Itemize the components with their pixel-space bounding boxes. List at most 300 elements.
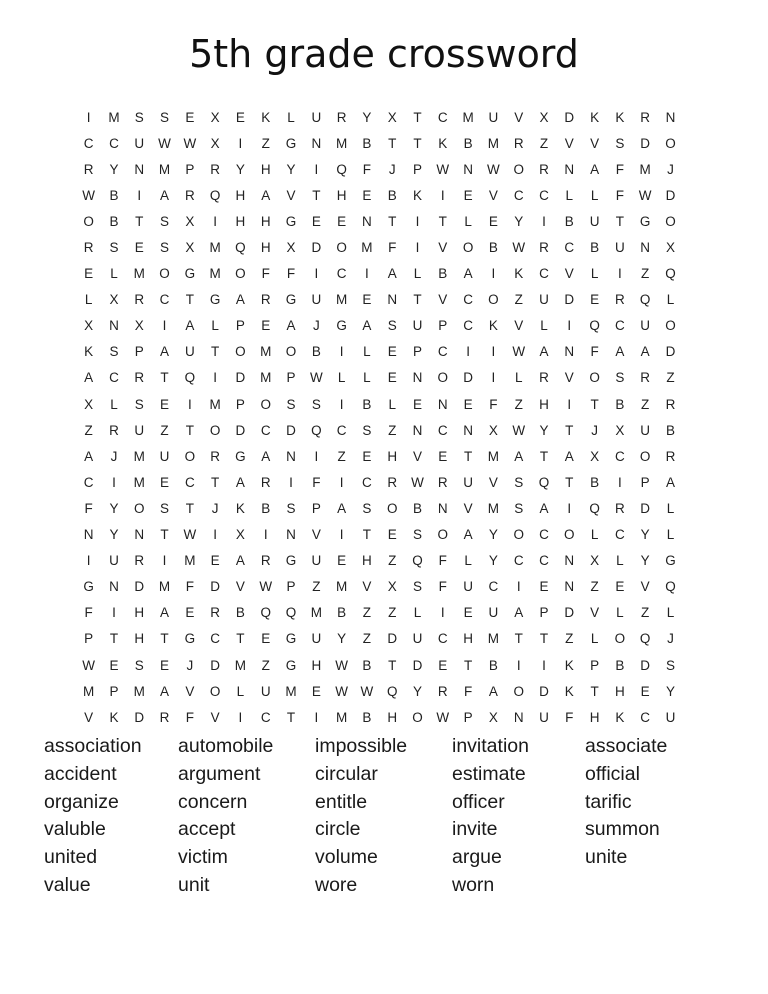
grid-letter: H xyxy=(539,396,549,412)
grid-letter: Y xyxy=(362,109,372,125)
word-list-item: wore xyxy=(315,873,358,896)
grid-letter: M xyxy=(133,266,145,282)
grid-letter: V xyxy=(488,187,498,203)
grid-letter: A xyxy=(160,683,170,699)
grid-letter: R xyxy=(134,292,145,308)
grid-letter: U xyxy=(589,213,600,229)
grid-letter: O xyxy=(437,527,449,543)
grid-letter: E xyxy=(463,605,473,621)
grid-letter: W xyxy=(436,161,450,177)
grid-letter: W xyxy=(309,370,323,386)
grid-letter: L xyxy=(84,292,93,308)
grid-letter: T xyxy=(185,500,194,516)
grid-letter: L xyxy=(590,527,599,543)
grid-letter: R xyxy=(260,292,271,308)
grid-letter: C xyxy=(437,109,448,125)
grid-letter: E xyxy=(235,109,245,125)
word-list-item: accident xyxy=(44,762,117,785)
grid-letter: X xyxy=(84,318,94,334)
grid-letter: C xyxy=(336,266,347,282)
grid-letter: V xyxy=(311,527,321,543)
grid-letter: N xyxy=(564,344,575,360)
grid-letter: X xyxy=(488,422,498,438)
grid-letter: V xyxy=(640,579,650,595)
grid-letter: V xyxy=(438,240,448,256)
grid-letter: U xyxy=(488,109,499,125)
grid-letter: F xyxy=(438,579,447,595)
grid-letter: M xyxy=(335,709,348,725)
grid-letter: A xyxy=(590,161,600,177)
grid-letter: Y xyxy=(640,553,650,569)
grid-letter: X xyxy=(185,240,195,256)
grid-letter: H xyxy=(134,631,145,647)
grid-letter: G xyxy=(285,631,297,647)
grid-letter: I xyxy=(112,474,116,490)
grid-letter: C xyxy=(539,187,549,203)
grid-letter: U xyxy=(109,553,119,569)
grid-letter: F xyxy=(615,161,624,177)
page-title: 5th grade crossword xyxy=(189,32,579,76)
grid-letter: T xyxy=(388,657,397,673)
grid-letter: I xyxy=(516,657,521,673)
grid-letter: S xyxy=(134,109,144,125)
grid-letter: P xyxy=(185,161,195,177)
grid-letter: P xyxy=(84,631,94,647)
grid-letter: D xyxy=(387,631,398,647)
grid-letter: O xyxy=(437,370,449,386)
grid-letter: L xyxy=(287,109,295,125)
grid-letter: B xyxy=(590,240,600,256)
grid-letter: H xyxy=(260,240,271,256)
grid-letter: K xyxy=(615,109,625,125)
grid-letter: Y xyxy=(109,500,119,516)
grid-letter: D xyxy=(210,579,220,595)
grid-letter: D xyxy=(539,683,549,699)
grid-letter: W xyxy=(158,135,171,151)
grid-letter: C xyxy=(513,553,524,569)
grid-letter: A xyxy=(615,344,625,360)
grid-letter: H xyxy=(311,657,322,673)
grid-letter: I xyxy=(86,109,91,125)
grid-letter: I xyxy=(162,553,167,569)
grid-letter: L xyxy=(616,605,624,621)
grid-letter: G xyxy=(184,266,196,282)
word-list-item: officer xyxy=(452,790,505,813)
grid-letter: V xyxy=(488,474,498,490)
grid-letter: B xyxy=(362,709,372,725)
grid-letter: I xyxy=(339,527,344,543)
grid-letter: Y xyxy=(539,422,549,438)
grid-letter: H xyxy=(235,187,246,203)
grid-letter: D xyxy=(564,605,575,621)
grid-letter: L xyxy=(363,344,371,360)
grid-letter: A xyxy=(235,474,245,490)
grid-letter: P xyxy=(539,605,549,621)
grid-letter: E xyxy=(261,631,271,647)
grid-letter: O xyxy=(564,527,575,543)
grid-letter: N xyxy=(564,553,575,569)
grid-letter: J xyxy=(667,161,674,177)
grid-letter: O xyxy=(159,266,170,282)
grid-letter: A xyxy=(640,344,650,360)
grid-letter: M xyxy=(133,474,145,490)
grid-letter: Q xyxy=(589,318,600,334)
grid-letter: O xyxy=(513,683,524,699)
grid-letter: E xyxy=(387,527,397,543)
grid-letter: D xyxy=(665,344,676,360)
grid-letter: G xyxy=(639,213,651,229)
grid-letter: S xyxy=(387,318,397,334)
grid-letter: M xyxy=(639,161,651,177)
grid-letter: S xyxy=(413,527,423,543)
grid-letter: F xyxy=(185,709,194,725)
grid-letter: P xyxy=(413,344,423,360)
grid-letter: W xyxy=(259,579,273,595)
grid-letter: Z xyxy=(362,605,372,621)
word-list-item: argument xyxy=(178,762,261,785)
grid-letter: E xyxy=(463,396,473,412)
grid-letter: V xyxy=(286,187,296,203)
grid-letter: C xyxy=(83,474,94,490)
grid-letter: M xyxy=(310,605,322,621)
grid-letter: C xyxy=(513,187,524,203)
grid-letter: F xyxy=(84,500,93,516)
grid-letter: W xyxy=(638,187,652,203)
grid-letter: T xyxy=(565,422,574,438)
grid-letter: R xyxy=(539,240,549,256)
grid-letter: M xyxy=(487,631,500,647)
grid-letter: S xyxy=(615,135,625,151)
grid-letter: S xyxy=(286,500,296,516)
grid-letter: Q xyxy=(209,187,221,203)
grid-letter: I xyxy=(289,474,293,490)
grid-letter: I xyxy=(466,344,470,360)
grid-letter: O xyxy=(589,370,600,386)
grid-letter: U xyxy=(640,422,651,438)
grid-letter: V xyxy=(463,500,473,516)
grid-letter: R xyxy=(210,161,220,177)
grid-letter: Q xyxy=(285,605,297,621)
grid-letter: E xyxy=(387,370,397,386)
word-list-item: circle xyxy=(315,818,361,841)
grid-letter: Z xyxy=(666,370,675,386)
grid-letter: M xyxy=(133,683,145,699)
grid-letter: N xyxy=(134,527,145,543)
grid-letter: T xyxy=(160,370,169,386)
grid-letter: E xyxy=(261,318,271,334)
grid-letter: H xyxy=(362,553,372,569)
word-list-item: circular xyxy=(315,762,378,785)
grid-letter: C xyxy=(564,240,575,256)
grid-letter: Y xyxy=(337,631,347,647)
grid-letter: A xyxy=(286,318,296,334)
grid-letter: A xyxy=(84,370,94,386)
grid-letter: M xyxy=(335,579,348,595)
grid-letter: N xyxy=(564,161,575,177)
grid-letter: M xyxy=(335,292,348,308)
grid-letter: L xyxy=(337,370,346,386)
grid-letter: T xyxy=(463,657,473,673)
grid-letter: U xyxy=(665,709,676,725)
grid-letter: H xyxy=(235,213,246,229)
grid-letter: D xyxy=(235,422,246,438)
grid-letter: O xyxy=(285,344,297,360)
grid-letter: C xyxy=(437,344,448,360)
grid-letter: U xyxy=(134,135,145,151)
word-list-item: impossible xyxy=(315,735,408,757)
grid-letter: S xyxy=(109,240,119,256)
grid-letter: O xyxy=(235,344,246,360)
grid-letter: N xyxy=(286,527,296,543)
word-list-item: association xyxy=(44,735,142,757)
grid-letter: C xyxy=(615,318,625,334)
grid-letter: I xyxy=(415,240,420,256)
grid-letter: U xyxy=(488,605,499,621)
word-list-item: united xyxy=(44,846,98,869)
grid-letter: X xyxy=(387,109,397,125)
grid-letter: E xyxy=(463,187,473,203)
grid-letter: T xyxy=(615,213,624,229)
grid-letter: Y xyxy=(640,527,650,543)
grid-letter: M xyxy=(487,448,500,464)
grid-letter: M xyxy=(209,266,221,282)
grid-letter: Z xyxy=(362,631,372,647)
grid-letter: P xyxy=(463,709,473,725)
grid-letter: W xyxy=(360,683,374,699)
word-list-column xyxy=(44,733,178,900)
grid-letter: I xyxy=(542,213,546,229)
grid-letter: B xyxy=(590,474,600,490)
grid-letter: D xyxy=(286,422,296,438)
word-list-item: invite xyxy=(452,818,498,841)
grid-letter: J xyxy=(591,422,598,438)
grid-letter: E xyxy=(84,266,94,282)
grid-letter: E xyxy=(438,448,448,464)
grid-letter: I xyxy=(112,605,116,621)
grid-letter: V xyxy=(564,370,574,386)
grid-letter: B xyxy=(261,500,271,516)
grid-letter: D xyxy=(640,135,651,151)
grid-letter: Q xyxy=(184,370,196,386)
grid-letter: I xyxy=(314,709,319,725)
grid-letter: Z xyxy=(514,396,523,412)
grid-letter: I xyxy=(213,527,218,543)
word-list-item: victim xyxy=(178,846,228,869)
grid-letter: U xyxy=(539,292,549,308)
grid-letter: O xyxy=(488,292,499,308)
grid-letter: J xyxy=(388,161,396,177)
grid-letter: T xyxy=(236,631,245,647)
grid-letter: U xyxy=(311,109,322,125)
grid-letter: C xyxy=(463,292,473,308)
grid-letter: R xyxy=(615,500,625,516)
grid-letter: Z xyxy=(641,605,650,621)
grid-letter: F xyxy=(438,553,447,569)
grid-letter: Z xyxy=(641,396,650,412)
grid-letter: T xyxy=(388,213,397,229)
grid-letter: N xyxy=(437,396,448,412)
grid-letter: N xyxy=(311,135,322,151)
grid-letter: Q xyxy=(665,579,676,595)
grid-letter: S xyxy=(615,370,625,386)
grid-letter: N xyxy=(362,213,372,229)
grid-letter: U xyxy=(640,318,651,334)
grid-letter: P xyxy=(640,474,650,490)
grid-letter: T xyxy=(160,631,169,647)
grid-letter: W xyxy=(335,683,348,699)
grid-letter: U xyxy=(412,318,423,334)
grid-letter: L xyxy=(236,683,245,699)
grid-letter: T xyxy=(109,631,119,647)
grid-letter: V xyxy=(590,135,600,151)
grid-letter: C xyxy=(109,370,119,386)
grid-letter: L xyxy=(464,213,472,229)
grid-letter: A xyxy=(539,344,549,360)
grid-letter: X xyxy=(590,553,600,569)
grid-letter: I xyxy=(314,266,319,282)
grid-letter: C xyxy=(83,135,94,151)
grid-letter: N xyxy=(665,109,676,125)
grid-letter: P xyxy=(286,370,296,386)
grid-letter: M xyxy=(209,240,221,256)
grid-letter: C xyxy=(463,318,473,334)
grid-letter: X xyxy=(210,135,220,151)
grid-letter: B xyxy=(615,396,625,412)
grid-letter: V xyxy=(84,709,94,725)
grid-letter: H xyxy=(463,631,473,647)
word-list-item: argue xyxy=(452,846,502,869)
grid-letter: G xyxy=(235,448,246,464)
grid-letter: H xyxy=(387,709,398,725)
grid-letter: Y xyxy=(286,161,296,177)
grid-letter: E xyxy=(311,683,321,699)
grid-letter: W xyxy=(512,344,526,360)
grid-letter: T xyxy=(211,344,220,360)
grid-letter: T xyxy=(413,135,422,151)
grid-letter: Y xyxy=(413,683,423,699)
grid-letter: T xyxy=(539,631,549,647)
grid-letter: Z xyxy=(590,579,599,595)
grid-letter: I xyxy=(86,553,91,569)
grid-letter: H xyxy=(336,187,347,203)
grid-letter: I xyxy=(314,161,319,177)
grid-letter: S xyxy=(160,213,170,229)
grid-letter: Q xyxy=(260,605,271,621)
grid-letter: I xyxy=(491,370,496,386)
grid-letter: K xyxy=(84,344,94,360)
grid-letter: Y xyxy=(665,683,675,699)
grid-letter: I xyxy=(491,344,496,360)
grid-letter: J xyxy=(186,657,194,673)
grid-letter: Z xyxy=(539,135,549,151)
word-list-item: organize xyxy=(44,790,119,813)
grid-letter: O xyxy=(83,213,94,229)
grid-letter: T xyxy=(438,213,447,229)
grid-letter: H xyxy=(260,213,271,229)
grid-letter: C xyxy=(159,292,170,308)
word-list-item: associate xyxy=(585,735,668,757)
grid-letter: Q xyxy=(235,240,246,256)
grid-letter: M xyxy=(260,370,272,386)
grid-letter: E xyxy=(185,605,195,621)
grid-letter: M xyxy=(209,396,221,412)
grid-letter: H xyxy=(134,605,145,621)
grid-letter: B xyxy=(109,213,119,229)
grid-letter: Z xyxy=(84,422,93,438)
grid-letter: E xyxy=(160,474,170,490)
grid-letter: T xyxy=(565,474,574,490)
word-list-item: estimate xyxy=(452,762,526,785)
grid-letter: A xyxy=(261,187,271,203)
grid-letter: R xyxy=(260,474,271,490)
grid-letter: P xyxy=(109,683,119,699)
grid-letter: V xyxy=(413,448,423,464)
grid-letter: N xyxy=(109,318,119,334)
grid-letter: Q xyxy=(336,161,347,177)
grid-letter: V xyxy=(514,318,524,334)
grid-letter: F xyxy=(590,344,599,360)
word-list-item: unite xyxy=(585,846,628,869)
grid-letter: C xyxy=(539,266,549,282)
grid-letter: Y xyxy=(488,553,498,569)
grid-letter: K xyxy=(235,500,245,516)
grid-letter: O xyxy=(386,500,398,516)
grid-letter: I xyxy=(365,266,369,282)
grid-letter: Z xyxy=(641,266,650,282)
grid-letter: S xyxy=(413,579,423,595)
grid-letter: V xyxy=(564,266,574,282)
grid-letter: R xyxy=(260,553,271,569)
word-list-column xyxy=(315,733,452,900)
grid-letter: Q xyxy=(538,474,550,490)
grid-letter: T xyxy=(413,109,422,125)
grid-letter: A xyxy=(488,683,498,699)
grid-letter: O xyxy=(614,631,626,647)
grid-letter: L xyxy=(666,292,675,308)
grid-letter: C xyxy=(210,631,220,647)
grid-letter: K xyxy=(590,109,600,125)
grid-letter: Q xyxy=(639,631,651,647)
grid-letter: I xyxy=(339,344,344,360)
grid-letter: R xyxy=(437,474,448,490)
grid-letter: O xyxy=(639,448,651,464)
grid-letter: C xyxy=(109,135,119,151)
grid-letter: B xyxy=(463,135,473,151)
grid-letter: O xyxy=(133,500,145,516)
grid-letter: M xyxy=(158,161,171,177)
grid-letter: R xyxy=(210,605,220,621)
grid-letter: T xyxy=(312,187,321,203)
grid-letter: E xyxy=(539,579,549,595)
grid-letter: O xyxy=(462,240,474,256)
grid-letter: U xyxy=(159,448,170,464)
grid-letter: R xyxy=(513,135,524,151)
grid-letter: A xyxy=(463,527,473,543)
grid-letter: K xyxy=(261,109,271,125)
grid-letter: S xyxy=(362,500,372,516)
grid-letter: X xyxy=(235,527,245,543)
word-list-item: automobile xyxy=(178,735,274,757)
grid-letter: S xyxy=(160,109,170,125)
grid-letter: A xyxy=(185,318,195,334)
grid-letter: A xyxy=(539,500,549,516)
grid-letter: C xyxy=(539,527,549,543)
grid-letter: K xyxy=(438,135,448,151)
grid-letter: R xyxy=(387,474,398,490)
grid-letter: T xyxy=(185,292,194,308)
grid-letter: E xyxy=(160,396,170,412)
grid-letter: U xyxy=(184,344,195,360)
